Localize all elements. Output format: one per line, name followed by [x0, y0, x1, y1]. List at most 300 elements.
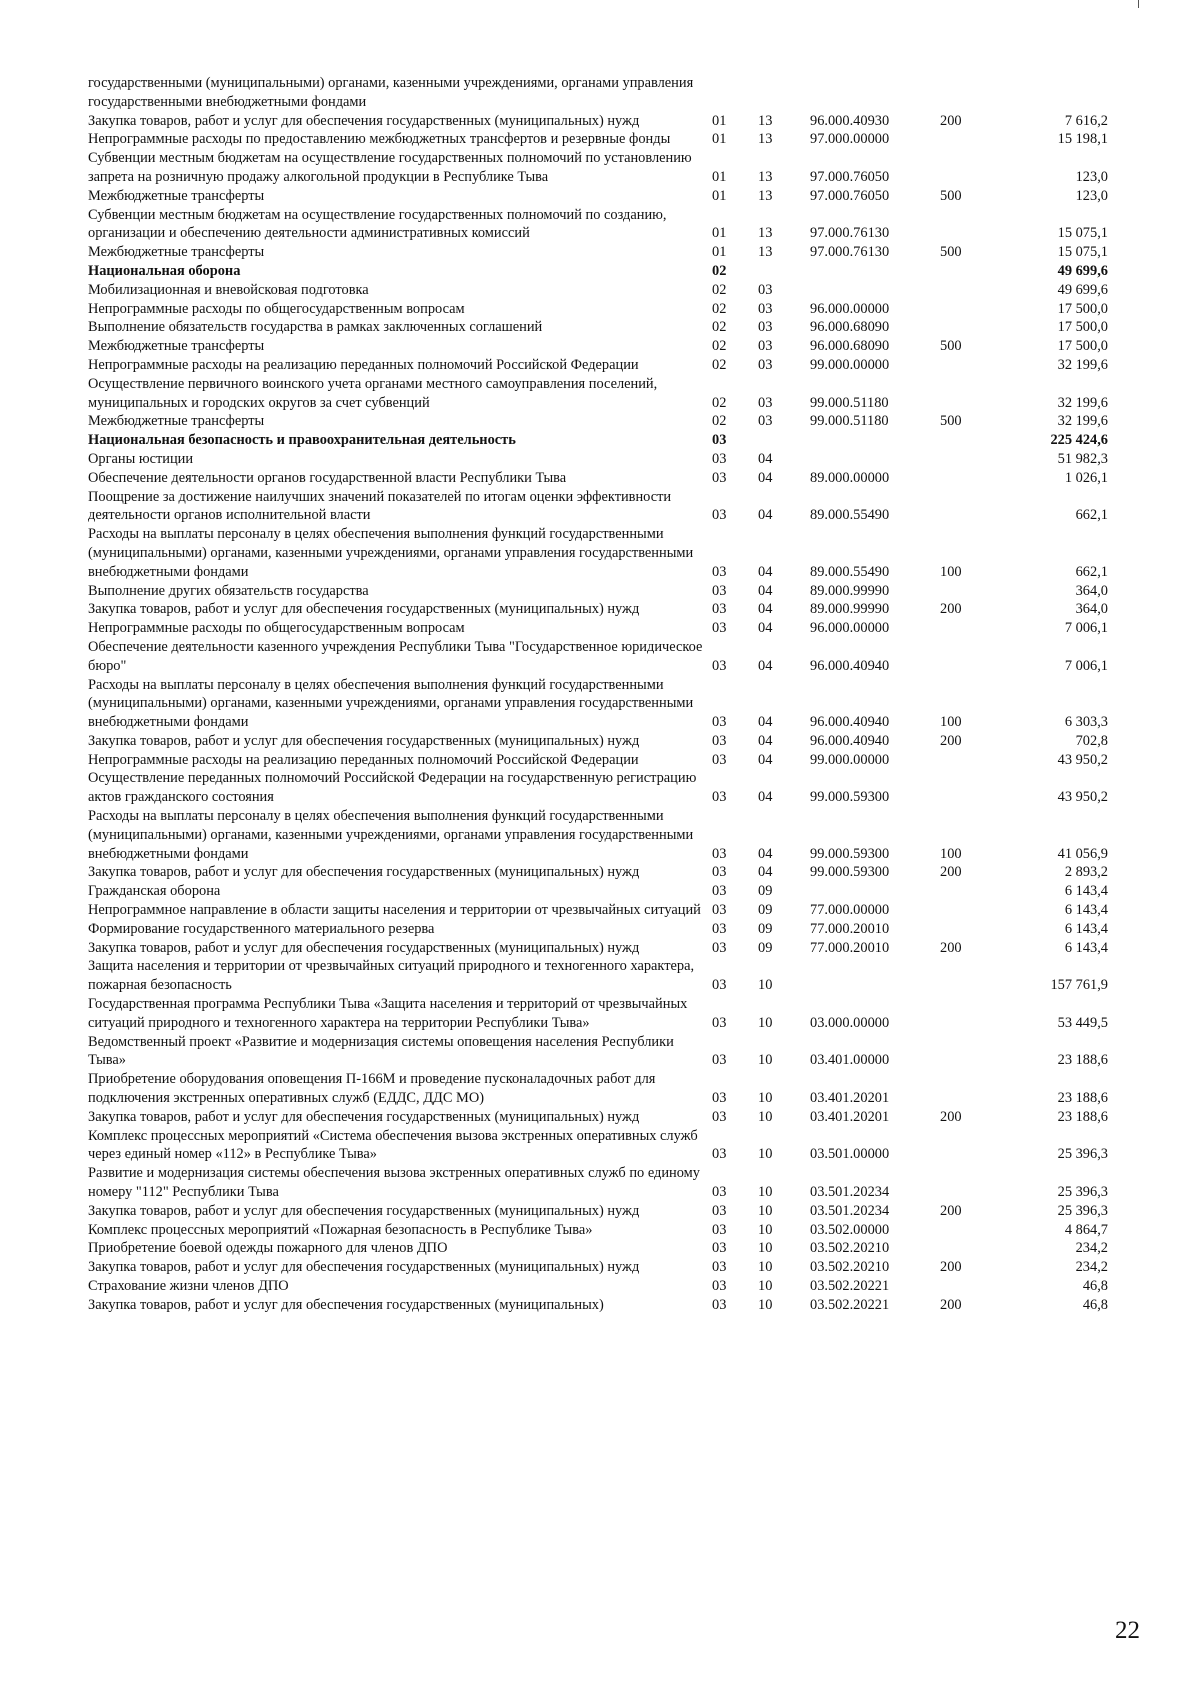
cell-subsection: 04: [758, 469, 773, 486]
cell-target-code: 99.000.59300: [810, 789, 890, 806]
table-row: [88, 206, 1108, 244]
cell-name: Закупка товаров, работ и услуг для обеспечения государственных (муниципальных): [88, 1296, 604, 1313]
table-row: [88, 431, 1108, 450]
table-row: [88, 1108, 1108, 1127]
cell-expense-type: 200: [940, 1202, 962, 1219]
cell-amount: 6 143,4: [1064, 902, 1108, 919]
cell-section: 03: [712, 1259, 727, 1276]
cell-section: 01: [712, 244, 727, 261]
cell-expense-type: 200: [940, 1296, 962, 1313]
cell-amount: 23 188,6: [1057, 1090, 1108, 1107]
table-row: [88, 1070, 1108, 1108]
table-row: [88, 337, 1108, 356]
cell-name: Субвенции местным бюджетам на осуществление государственных полномочий по установлению запрета на розничную продажу алкогольной продукции в Республике Тыва: [88, 150, 692, 185]
cell-section: 02: [712, 319, 727, 336]
cell-name: Гражданская оборона: [88, 883, 221, 900]
cell-name: Межбюджетные трансферты: [88, 338, 265, 355]
cell-subsection: 13: [758, 168, 773, 185]
cell-amount: 32 199,6: [1057, 356, 1108, 373]
cell-section: 03: [712, 1090, 727, 1107]
cell-expense-type: [940, 469, 996, 488]
cell-section: 02: [712, 394, 727, 411]
table-row: [88, 1202, 1108, 1221]
table-row: [88, 807, 1108, 863]
cell-target-code: 97.000.76050: [810, 187, 890, 204]
cell-subsection: 04: [758, 789, 773, 806]
cell-section: 03: [712, 469, 727, 486]
cell-target-code: 03.501.20234: [810, 1202, 890, 1219]
table-row: [88, 1296, 1108, 1315]
table-row: [88, 243, 1108, 262]
cell-target-code: [810, 431, 940, 450]
cell-name: Непрограммные расходы по предоставлению межбюджетных трансфертов и резервные фонды: [88, 131, 671, 148]
cell-section: 03: [712, 977, 727, 994]
cell-expense-type: [940, 957, 996, 995]
cell-target-code: 96.000.40940: [810, 732, 890, 749]
cell-target-code: 03.401.20201: [810, 1090, 890, 1107]
cell-section: [712, 74, 758, 112]
table-row: [88, 262, 1108, 281]
cell-name: Закупка товаров, работ и услуг для обеспечения государственных (муниципальных) нужд: [88, 1259, 640, 1276]
cell-expense-type: 200: [940, 1108, 962, 1125]
table-row: [88, 901, 1108, 920]
cell-subsection: 04: [758, 751, 773, 768]
cell-expense-type: 100: [940, 563, 962, 580]
table-row: [88, 863, 1108, 882]
table-row: [88, 1033, 1108, 1071]
cell-section: 02: [712, 281, 727, 298]
cell-target-code: 77.000.00000: [810, 902, 890, 919]
cell-amount: 6 143,4: [1064, 883, 1108, 900]
table-row: [88, 676, 1108, 732]
cell-expense-type: [940, 638, 996, 676]
table-row: [88, 488, 1108, 526]
cell-amount: 41 056,9: [1057, 845, 1108, 862]
cell-name: Осуществление первичного воинского учета органами местного самоуправления поселений, муниципальных и городских округов за счет субвенций: [88, 375, 658, 411]
cell-subsection: 10: [758, 977, 773, 994]
cell-target-code: 99.000.59300: [810, 864, 890, 881]
cell-expense-type: [940, 582, 996, 601]
cell-section: 03: [712, 883, 727, 900]
cell-subsection: 10: [758, 1090, 773, 1107]
cell-section: 02: [712, 356, 727, 373]
cell-expense-type: 500: [940, 244, 962, 261]
cell-expense-type: 200: [940, 864, 962, 881]
cell-section: 03: [712, 1014, 727, 1031]
cell-section: 03: [712, 601, 727, 618]
cell-name: Непрограммные расходы по общегосударственным вопросам: [88, 620, 465, 637]
cell-amount: 234,2: [1075, 1259, 1108, 1276]
cell-section: 03: [712, 507, 727, 524]
cell-target-code: 03.502.20210: [810, 1240, 890, 1257]
cell-expense-type: [940, 751, 996, 770]
cell-subsection: 13: [758, 225, 773, 242]
cell-amount: 662,1: [1075, 563, 1108, 580]
table-row: [88, 882, 1108, 901]
cell-subsection: 09: [758, 939, 773, 956]
cell-subsection: 03: [758, 338, 773, 355]
cell-expense-type: [940, 130, 996, 149]
cell-expense-type: [940, 1221, 996, 1240]
cell-subsection: 03: [758, 394, 773, 411]
cell-section: 03: [712, 620, 727, 637]
table-row: [88, 300, 1108, 319]
cell-name: Мобилизационная и вневойсковая подготовка: [88, 281, 369, 298]
cell-name: Выполнение обязательств государства в рамках заключенных соглашений: [88, 319, 543, 336]
cell-amount: 53 449,5: [1057, 1014, 1108, 1031]
cell-target-code: 96.000.68090: [810, 319, 890, 336]
cell-expense-type: 500: [940, 413, 962, 430]
cell-amount: 123,0: [1075, 187, 1108, 204]
cell-expense-type: [940, 882, 996, 901]
cell-amount: 32 199,6: [1057, 394, 1108, 411]
cell-section: 01: [712, 225, 727, 242]
cell-section: 02: [712, 262, 727, 279]
cell-target-code: 89.000.55490: [810, 563, 890, 580]
cell-section: 03: [712, 1052, 727, 1069]
cell-name: Формирование государственного материального резерва: [88, 920, 435, 937]
cell-section: 03: [712, 1221, 727, 1238]
cell-subsection: 04: [758, 582, 773, 599]
cell-name: Национальная оборона: [88, 262, 241, 279]
table-row: [88, 281, 1108, 300]
cell-amount: 234,2: [1075, 1240, 1108, 1257]
cell-subsection: 10: [758, 1184, 773, 1201]
cell-name: Субвенции местным бюджетам на осуществление государственных полномочий по созданию, организации и обеспечению деятельности административных комиссий: [88, 206, 667, 242]
cell-name: Закупка товаров, работ и услуг для обеспечения государственных (муниципальных) нужд: [88, 732, 640, 749]
cell-amount: 46,8: [1082, 1278, 1108, 1294]
cell-subsection: 09: [758, 883, 773, 900]
cell-section: 03: [712, 864, 727, 881]
table-row: [88, 769, 1108, 807]
cell-expense-type: 500: [940, 338, 962, 355]
cell-amount: 15 198,1: [1057, 131, 1108, 148]
cell-expense-type: 500: [940, 187, 962, 204]
cell-name: Поощрение за достижение наилучших значений показателей по итогам оценки эффективности деятельности органов исполнительной власти: [88, 488, 672, 524]
cell-name: Обеспечение деятельности казенного учреждения Республики Тыва "Государственное юридическое бюро": [88, 638, 703, 674]
table-row: [88, 112, 1108, 131]
cell-name: Закупка товаров, работ и услуг для обеспечения государственных (муниципальных) нужд: [88, 864, 640, 881]
cell-name: Комплекс процессных мероприятий «Пожарная безопасность в Республике Тыва»: [88, 1221, 593, 1238]
cell-target-code: 96.000.00000: [810, 300, 890, 317]
cell-section: 02: [712, 338, 727, 355]
cell-subsection: 04: [758, 732, 773, 749]
cell-subsection: [758, 74, 810, 112]
cell-section: 03: [712, 920, 727, 937]
cell-subsection: 10: [758, 1202, 773, 1219]
cell-expense-type: 200: [940, 732, 962, 749]
cell-subsection: 04: [758, 563, 773, 580]
cell-target-code: 97.000.76050: [810, 168, 890, 185]
cell-name: Обеспечение деятельности органов государственной власти Республики Тыва: [88, 469, 567, 486]
cell-target-code: [810, 281, 940, 300]
table-row: [88, 412, 1108, 431]
cell-target-code: 77.000.20010: [810, 939, 890, 956]
cell-amount: 364,0: [1075, 582, 1108, 599]
cell-expense-type: 200: [940, 112, 962, 129]
cell-amount: 17 500,0: [1057, 338, 1108, 355]
cell-name: Выполнение других обязательств государства: [88, 582, 369, 599]
cell-section: 03: [712, 789, 727, 806]
cell-name: Закупка товаров, работ и услуг для обеспечения государственных (муниципальных) нужд: [88, 112, 640, 129]
cell-expense-type: 100: [940, 714, 962, 731]
cell-amount: 225 424,6: [1050, 432, 1108, 449]
cell-amount: 15 075,1: [1057, 225, 1108, 242]
cell-expense-type: [940, 1277, 996, 1296]
cell-section: 01: [712, 187, 727, 204]
cell-target-code: 89.000.99990: [810, 582, 890, 599]
cell-name: Страхование жизни членов ДПО: [88, 1278, 289, 1294]
cell-name: Защита населения и территории от чрезвычайных ситуаций природного и техногенного характера, пожарная безопасность: [88, 958, 695, 994]
cell-section: 03: [712, 902, 727, 919]
cell-target-code: 03.401.00000: [810, 1052, 890, 1069]
cell-target-code: 97.000.76130: [810, 225, 890, 242]
cell-section: 03: [712, 1108, 727, 1125]
cell-amount: 364,0: [1075, 601, 1108, 618]
cell-name: Закупка товаров, работ и услуг для обеспечения государственных (муниципальных) нужд: [88, 939, 640, 956]
cell-name: Непрограммные расходы по общегосударственным вопросам: [88, 300, 465, 317]
cell-expense-type: [940, 995, 996, 1033]
table-row: [88, 469, 1108, 488]
cell-amount: 51 982,3: [1057, 450, 1108, 467]
cell-amount: 7 006,1: [1064, 657, 1108, 674]
cell-section: 03: [712, 432, 727, 449]
cell-section: 03: [712, 939, 727, 956]
cell-amount: 1 026,1: [1064, 469, 1108, 486]
table-row: [88, 920, 1108, 939]
cell-amount: 25 396,3: [1057, 1202, 1108, 1219]
cell-name: Осуществление переданных полномочий Российской Федерации на государственную регистрацию актов гражданского состояния: [88, 770, 697, 806]
cell-subsection: 10: [758, 1014, 773, 1031]
cell-name: Расходы на выплаты персоналу в целях обеспечения выполнения функций государственными (муниципальными) органами, казенными учреждениями, органами управления государственными внебюджетными фондами: [88, 676, 694, 731]
cell-subsection: 04: [758, 620, 773, 637]
cell-name: Закупка товаров, работ и услуг для обеспечения государственных (муниципальных) нужд: [88, 1108, 640, 1125]
cell-subsection: 04: [758, 714, 773, 731]
cell-subsection: 10: [758, 1108, 773, 1125]
cell-expense-type: [940, 74, 996, 112]
cell-amount: 49 699,6: [1057, 262, 1108, 279]
cell-section: 03: [712, 1240, 727, 1257]
cell-target-code: 89.000.99990: [810, 601, 890, 618]
cell-subsection: 03: [758, 300, 773, 317]
cell-target-code: 03.501.20234: [810, 1184, 890, 1201]
cell-target-code: 96.000.40930: [810, 112, 890, 129]
cell-target-code: 03.401.20201: [810, 1108, 890, 1125]
cell-section: 03: [712, 1278, 727, 1294]
cell-subsection: 04: [758, 657, 773, 674]
cell-amount: 702,8: [1075, 732, 1108, 749]
cell-subsection: 04: [758, 507, 773, 524]
budget-table: [88, 74, 1108, 1315]
cell-name: Приобретение оборудования оповещения П-166М и проведение пусконаладочных работ для подключения экстренных оперативных служб (ЕДДС, ДДС МО): [88, 1071, 656, 1107]
table-row: [88, 995, 1108, 1033]
table-row: [88, 939, 1108, 958]
table-row: [88, 732, 1108, 751]
table-row: [88, 130, 1108, 149]
cell-name: Расходы на выплаты персоналу в целях обеспечения выполнения функций государственными (муниципальными) органами, казенными учреждениями, органами управления государственными внебюджетными фондами: [88, 808, 694, 862]
cell-expense-type: [940, 318, 996, 337]
cell-section: 03: [712, 1146, 727, 1163]
cell-name: Закупка товаров, работ и услуг для обеспечения государственных (муниципальных) нужд: [88, 1202, 640, 1219]
cell-target-code: 77.000.20010: [810, 920, 890, 937]
cell-expense-type: [940, 1164, 996, 1202]
cell-section: 03: [712, 751, 727, 768]
cell-subsection: 13: [758, 187, 773, 204]
cell-subsection: 09: [758, 920, 773, 937]
cell-section: 03: [712, 714, 727, 731]
cell-expense-type: [940, 262, 996, 281]
table-row: [88, 957, 1108, 995]
table-row: [88, 600, 1108, 619]
cell-amount: [996, 74, 1108, 112]
cell-expense-type: [940, 450, 996, 469]
cell-name: Расходы на выплаты персоналу в целях обеспечения выполнения функций государственными (муниципальными) органами, казенными учреждениями, органами управления государственными внебюджетными фондами: [88, 526, 694, 580]
cell-amount: 17 500,0: [1057, 319, 1108, 336]
cell-section: 01: [712, 112, 727, 129]
cell-target-code: 97.000.00000: [810, 131, 890, 148]
cell-section: 01: [712, 131, 727, 148]
cell-name: Органы юстиции: [88, 450, 194, 467]
cell-section: 03: [712, 845, 727, 862]
cell-name: Государственная программа Республики Тыва «Защита населения и территорий от чрезвычайных ситуаций природного и техногенного характера на территории Республики Тыва»: [88, 996, 688, 1031]
cell-subsection: [758, 262, 810, 281]
cell-amount: 25 396,3: [1057, 1184, 1108, 1201]
cell-subsection: 10: [758, 1259, 773, 1276]
cell-expense-type: 100: [940, 845, 962, 862]
cell-subsection: 04: [758, 845, 773, 862]
cell-target-code: 99.000.59300: [810, 845, 890, 862]
cell-amount: 43 950,2: [1057, 789, 1108, 806]
cell-amount: 6 143,4: [1064, 939, 1108, 956]
table-row: [88, 619, 1108, 638]
cell-amount: 23 188,6: [1057, 1108, 1108, 1125]
cell-amount: 25 396,3: [1057, 1146, 1108, 1163]
cell-amount: 662,1: [1075, 507, 1108, 524]
cell-subsection: 09: [758, 902, 773, 919]
cell-target-code: 03.502.20221: [810, 1296, 890, 1313]
cell-name: Развитие и модернизация системы обеспечения вызова экстренных оперативных служб по единому номеру "112" Республики Тыва: [88, 1165, 700, 1201]
cell-amount: 6 143,4: [1064, 920, 1108, 937]
cell-expense-type: [940, 300, 996, 319]
cell-target-code: [810, 450, 940, 469]
cell-expense-type: [940, 1239, 996, 1258]
table-row: [88, 751, 1108, 770]
cell-name: Непрограммное направление в области защиты населения и территории от чрезвычайных ситуаций: [88, 902, 701, 919]
cell-name: Межбюджетные трансферты: [88, 187, 265, 204]
table-row: [88, 74, 1108, 112]
table-row: [88, 149, 1108, 187]
cell-expense-type: [940, 901, 996, 920]
cell-expense-type: [940, 1033, 996, 1071]
cell-amount: 15 075,1: [1057, 244, 1108, 261]
cell-section: 03: [712, 450, 727, 467]
cell-section: 02: [712, 413, 727, 430]
cell-target-code: 99.000.51180: [810, 413, 889, 430]
cell-expense-type: [940, 1070, 996, 1108]
cell-amount: 7 006,1: [1064, 620, 1108, 637]
cell-target-code: 03.502.00000: [810, 1221, 890, 1238]
cell-subsection: 03: [758, 413, 773, 430]
cell-name: Национальная безопасность и правоохранительная деятельность: [88, 432, 516, 449]
cell-amount: 123,0: [1075, 168, 1108, 185]
cell-name: государственными (муниципальными) органами, казенными учреждениями, органами управления государственными внебюджетными фондами: [88, 75, 694, 110]
cell-expense-type: [940, 488, 996, 526]
cell-name: Приобретение боевой одежды пожарного для членов ДПО: [88, 1240, 448, 1257]
cell-target-code: [810, 957, 940, 995]
cell-section: 03: [712, 1184, 727, 1201]
cell-target-code: 03.000.00000: [810, 1014, 890, 1031]
cell-subsection: [758, 431, 810, 450]
cell-amount: 2 893,2: [1064, 864, 1108, 881]
cell-target-code: 03.502.20210: [810, 1259, 890, 1276]
cell-target-code: [810, 882, 940, 901]
cell-target-code: [810, 262, 940, 281]
cell-subsection: 13: [758, 244, 773, 261]
cell-target-code: 03.502.20221: [810, 1278, 890, 1294]
cell-target-code: 96.000.40940: [810, 657, 890, 674]
cell-name: Межбюджетные трансферты: [88, 244, 265, 261]
cell-section: 03: [712, 1202, 727, 1219]
cell-amount: 7 616,2: [1064, 112, 1108, 129]
cell-subsection: 10: [758, 1240, 773, 1257]
cell-name: Комплекс процессных мероприятий «Система обеспечения вызова экстренных оперативных служб через единый номер «112» в Республике Тыва»: [88, 1127, 698, 1163]
cell-name: Межбюджетные трансферты: [88, 413, 265, 430]
table-row: [88, 525, 1108, 581]
cell-target-code: 96.000.00000: [810, 620, 890, 637]
cell-target-code: 96.000.40940: [810, 714, 890, 731]
cell-subsection: 10: [758, 1296, 773, 1313]
cell-amount: 46,8: [1082, 1296, 1108, 1313]
cell-expense-type: [940, 1127, 996, 1165]
cell-subsection: 10: [758, 1221, 773, 1238]
cell-expense-type: [940, 281, 996, 300]
table-row: [88, 1277, 1108, 1296]
cell-section: 03: [712, 657, 727, 674]
page-edge-mark: [1138, 0, 1139, 8]
cell-section: 01: [712, 168, 727, 185]
cell-expense-type: [940, 206, 996, 244]
cell-section: 03: [712, 582, 727, 599]
table-row: [88, 318, 1108, 337]
cell-subsection: 13: [758, 112, 773, 129]
cell-subsection: 04: [758, 864, 773, 881]
table-row: [88, 1258, 1108, 1277]
cell-expense-type: [940, 356, 996, 375]
cell-expense-type: [940, 431, 996, 450]
cell-target-code: 97.000.76130: [810, 244, 890, 261]
cell-subsection: 03: [758, 281, 773, 298]
page-number: 22: [1115, 1617, 1140, 1644]
cell-target-code: [810, 74, 940, 112]
cell-amount: 49 699,6: [1057, 281, 1108, 298]
cell-expense-type: [940, 619, 996, 638]
cell-target-code: 99.000.00000: [810, 356, 890, 373]
table-row: [88, 1164, 1108, 1202]
cell-target-code: 89.000.55490: [810, 507, 890, 524]
cell-amount: 157 761,9: [1050, 977, 1108, 994]
table-row: [88, 1127, 1108, 1165]
cell-subsection: 04: [758, 601, 773, 618]
cell-target-code: 89.000.00000: [810, 469, 890, 486]
cell-section: 03: [712, 563, 727, 580]
cell-name: Непрограммные расходы на реализацию переданных полномочий Российской Федерации: [88, 751, 639, 768]
cell-expense-type: [940, 149, 996, 187]
table-row: [88, 638, 1108, 676]
cell-expense-type: [940, 769, 996, 807]
cell-amount: 4 864,7: [1064, 1221, 1108, 1238]
cell-subsection: 10: [758, 1052, 773, 1069]
cell-amount: 23 188,6: [1057, 1052, 1108, 1069]
